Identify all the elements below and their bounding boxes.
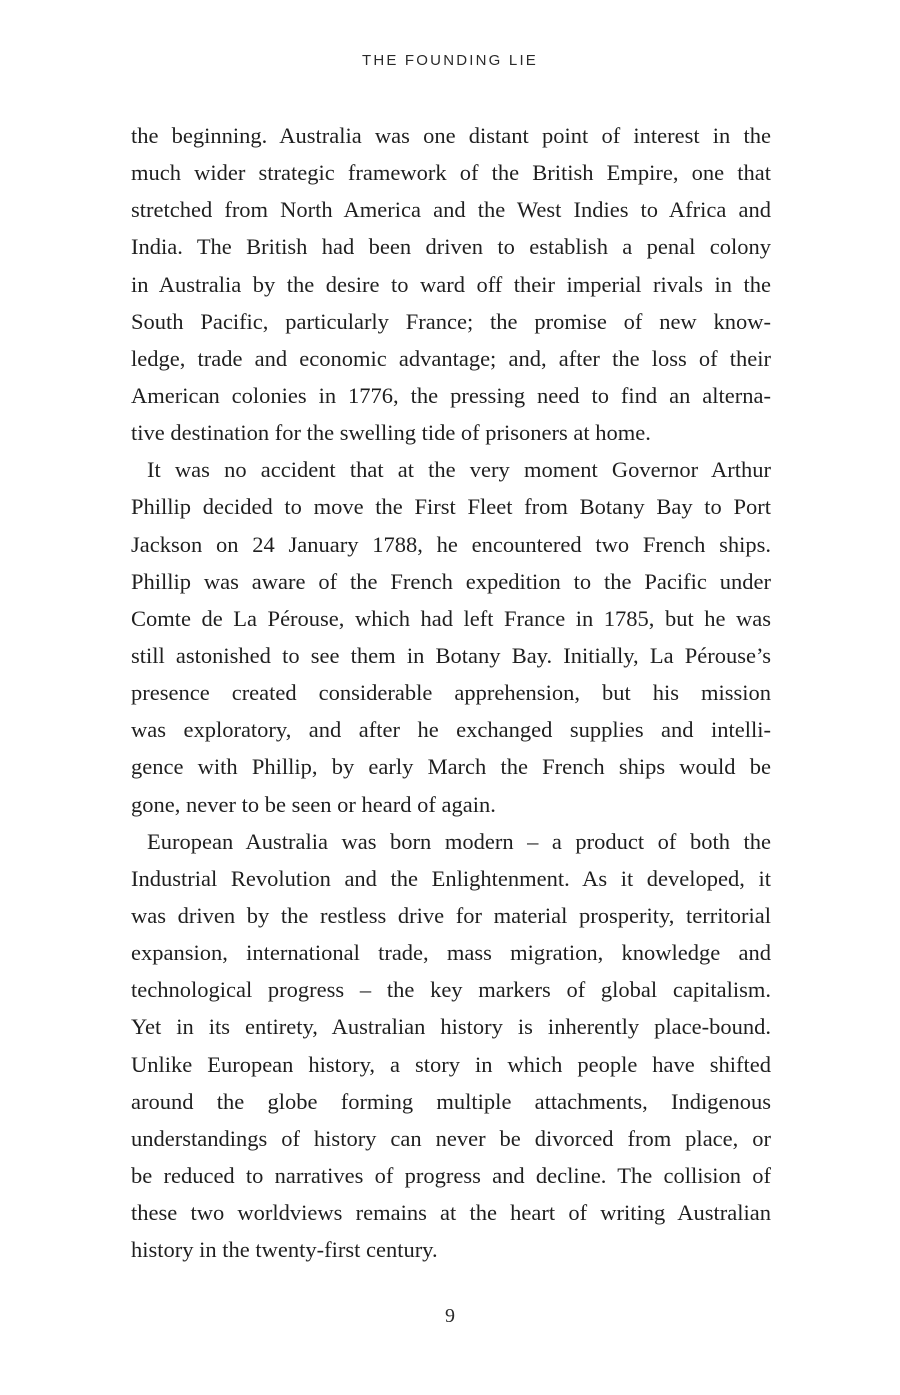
page-number: 9 [445,1305,455,1327]
text-line: Unlike European history, a story in which people have shifted [131,1051,771,1077]
text-line: these two worldviews remains at the heart of writing Australian [131,1200,771,1226]
text-line: understandings of history can never be divorced from place, or [131,1125,771,1151]
text-line: South Pacific, particularly France; the promise of new know- [131,308,771,334]
text-line: Phillip was aware of the French expedition to the Pacific under [131,568,771,594]
paragraph-2 [131,451,771,822]
text-line: was driven by the restless drive for material prosperity, territorial [131,902,771,928]
text-line: the beginning. Australia was one distant point of interest in the [131,123,771,148]
text-line: gence with Phillip, by early March the French ships would be [131,754,771,780]
text-line: expansion, international trade, mass migration, knowledge and [131,940,771,966]
paragraph-1 [131,117,771,451]
text-line: be reduced to narratives of progress and decline. The collision of [131,1162,771,1188]
running-head: THE FOUNDING LIE [361,52,539,69]
text-line: Jackson on 24 January 1788, he encountered two French ships. [131,531,771,557]
text-line: Phillip decided to move the First Fleet from Botany Bay to Port [131,494,771,520]
text-line: tive destination for the swelling tide of prisoners at home. [131,420,651,446]
text-line: Industrial Revolution and the Enlightenment. As it developed, it [131,865,771,891]
text-line: ledge, trade and economic advantage; and, after the loss of their [131,345,771,371]
body-text [131,117,771,1268]
text-line: European Australia was born modern – a product of both the [147,828,771,854]
paragraph-3 [131,823,771,1269]
text-line: still astonished to see them in Botany Bay. Initially, La Pérouse’s [131,642,771,668]
text-line: India. The British had been driven to establish a penal colony [131,234,771,260]
text-line: much wider strategic framework of the British Empire, one that [131,160,771,186]
text-line: technological progress – the key markers of global capitalism. [131,977,771,1003]
text-line: American colonies in 1776, the pressing need to find an alterna- [131,382,771,408]
text-line: gone, never to be seen or heard of again. [131,791,496,817]
text-line: presence created considerable apprehension, but his mission [131,680,771,706]
text-line: was exploratory, and after he exchanged supplies and intelli- [131,717,771,743]
text-line: Comte de La Pérouse, which had left France in 1785, but he was [131,605,771,631]
text-line: around the globe forming multiple attachments, Indigenous [131,1088,771,1114]
text-line: stretched from North America and the West Indies to Africa and [131,197,771,223]
text-line: It was no accident that at the very moment Governor Arthur [147,457,771,483]
text-line: history in the twenty-first century. [131,1237,438,1263]
text-line: in Australia by the desire to ward off their imperial rivals in the [131,271,771,297]
text-line: Yet in its entirety, Australian history is inherently place-bound. [131,1014,771,1040]
